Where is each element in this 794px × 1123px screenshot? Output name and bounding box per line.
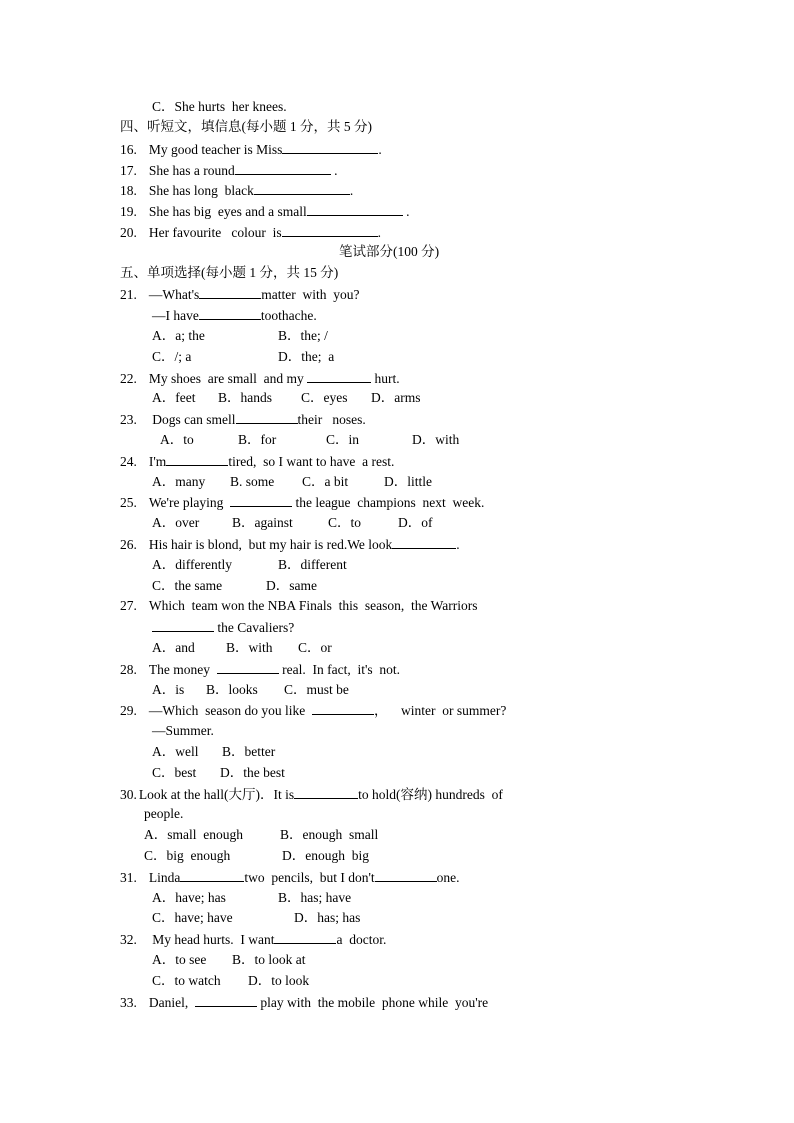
q23-option-b[interactable]: B．for	[238, 432, 277, 447]
q28: 28. The money real. In fact, it's not.	[120, 662, 401, 677]
q21-line2: —I have toothache.	[152, 308, 317, 323]
q27-option-b[interactable]: B．with	[226, 640, 273, 655]
answer-blank[interactable]	[282, 141, 378, 154]
q24-option-b[interactable]: B. some	[230, 474, 275, 489]
q28-option-b[interactable]: B．looks	[206, 682, 258, 697]
q31-option-a[interactable]: A．have; has	[152, 890, 226, 905]
q31: 31. Linda two pencils, but I don't one.	[120, 870, 460, 885]
q32-option-a[interactable]: A．to see	[152, 952, 207, 967]
answer-blank[interactable]	[199, 286, 261, 299]
q16: 16. My good teacher is Miss .	[120, 142, 382, 157]
q23-option-d[interactable]: D．with	[412, 432, 460, 447]
q32-option-b[interactable]: B．to look at	[232, 952, 306, 967]
q25-option-d[interactable]: D．of	[398, 515, 433, 530]
q27-line1: 27. Which team won the NBA Finals this season, the Warriors	[120, 598, 478, 613]
q25: 25. We're playing the league champions next week.	[120, 495, 485, 510]
answer-blank[interactable]	[195, 994, 257, 1007]
q24: 24. I'm tired, so I want to have a rest.	[120, 454, 395, 469]
q23-option-a[interactable]: A．to	[160, 432, 194, 447]
q24-option-a[interactable]: A．many	[152, 474, 206, 489]
q31-option-b[interactable]: B．has; have	[278, 890, 352, 905]
q29-option-c[interactable]: C．best	[152, 765, 197, 780]
q29-option-a[interactable]: A．well	[152, 744, 199, 759]
q21-line1: 21. —What's matter with you?	[120, 287, 360, 302]
section4-title: 四、听短文，填信息(每小题 1 分，共 5 分)	[120, 119, 372, 134]
q15-option-c: C．She hurts her knees.	[152, 99, 287, 114]
answer-blank[interactable]	[274, 931, 336, 944]
answer-blank[interactable]	[152, 619, 214, 632]
answer-blank[interactable]	[307, 370, 371, 383]
q31-option-d[interactable]: D．has; has	[294, 910, 361, 925]
q29-line1: 29. —Which season do you like ， winter or summer?	[120, 703, 507, 718]
q22-option-a[interactable]: A．feet	[152, 390, 196, 405]
q27-option-a[interactable]: A．and	[152, 640, 195, 655]
answer-blank[interactable]	[236, 411, 298, 424]
answer-blank[interactable]	[217, 661, 279, 674]
q30-option-d[interactable]: D．enough big	[282, 848, 369, 863]
answer-blank[interactable]	[375, 869, 437, 882]
q30-option-a[interactable]: A．small enough	[144, 827, 243, 842]
q22-option-c[interactable]: C．eyes	[301, 390, 348, 405]
q22: 22. My shoes are small and my hurt.	[120, 371, 400, 386]
q32: 32. My head hurts. I want a doctor.	[120, 932, 387, 947]
q25-option-c[interactable]: C．to	[328, 515, 362, 530]
answer-blank[interactable]	[307, 203, 403, 216]
written-part-title: 笔试部分(100 分)	[339, 244, 440, 259]
q30-option-b[interactable]: B．enough small	[280, 827, 379, 842]
q32-option-d[interactable]: D．to look	[248, 973, 310, 988]
answer-blank[interactable]	[166, 453, 228, 466]
q21-option-b[interactable]: B．the; /	[278, 328, 328, 343]
q26-option-c[interactable]: C．the same	[152, 578, 223, 593]
q26-option-d[interactable]: D．same	[266, 578, 317, 593]
q29-option-b[interactable]: B．better	[222, 744, 276, 759]
q32-option-c[interactable]: C．to watch	[152, 973, 221, 988]
q24-option-d[interactable]: D．little	[384, 474, 432, 489]
q20: 20. Her favourite colour is .	[120, 225, 381, 240]
q24-option-c[interactable]: C．a bit	[302, 474, 349, 489]
answer-blank[interactable]	[294, 786, 358, 799]
q30-line1: 30. Look at the hall(大厅)．It is to hold(容纳) hundreds of	[120, 787, 503, 802]
q28-option-a[interactable]: A．is	[152, 682, 185, 697]
q18: 18. She has long black .	[120, 183, 354, 198]
q31-option-c[interactable]: C．have; have	[152, 910, 233, 925]
q26-option-b[interactable]: B．different	[278, 557, 347, 572]
q27-line2: the Cavaliers?	[152, 619, 294, 636]
q33: 33. Daniel, play with the mobile phone while you're	[120, 995, 489, 1010]
answer-blank[interactable]	[312, 702, 374, 715]
q22-option-b[interactable]: B．hands	[218, 390, 272, 405]
q26: 26. His hair is blond, but my hair is red.We look .	[120, 537, 460, 552]
answer-blank[interactable]	[254, 182, 350, 195]
q25-option-a[interactable]: A．over	[152, 515, 200, 530]
q26-option-a[interactable]: A．differently	[152, 557, 232, 572]
q19: 19. She has big eyes and a small .	[120, 204, 410, 219]
q29-option-d[interactable]: D．the best	[220, 765, 285, 780]
q30-option-c[interactable]: C．big enough	[144, 848, 231, 863]
q25-option-b[interactable]: B．against	[232, 515, 293, 530]
answer-blank[interactable]	[392, 536, 456, 549]
q23-option-c[interactable]: C．in	[326, 432, 360, 447]
q28-option-c[interactable]: C．must be	[284, 682, 349, 697]
q29-line2: —Summer.	[152, 723, 214, 738]
q21-option-d[interactable]: D．the; a	[278, 349, 335, 364]
q17: 17. She has a round .	[120, 163, 338, 178]
answer-blank[interactable]	[199, 307, 261, 320]
q21-option-c[interactable]: C．/; a	[152, 349, 192, 364]
section5-title: 五、单项选择(每小题 1 分，共 15 分)	[120, 265, 339, 280]
answer-blank[interactable]	[235, 162, 331, 175]
answer-blank[interactable]	[180, 869, 244, 882]
answer-blank[interactable]	[230, 494, 292, 507]
q30-line2: people.	[144, 806, 184, 821]
answer-blank[interactable]	[282, 224, 378, 237]
q21-option-a[interactable]: A．a; the	[152, 328, 205, 343]
q23: 23. Dogs can smell their noses.	[120, 412, 366, 427]
q27-option-c[interactable]: C．or	[298, 640, 332, 655]
q22-option-d[interactable]: D．arms	[371, 390, 421, 405]
